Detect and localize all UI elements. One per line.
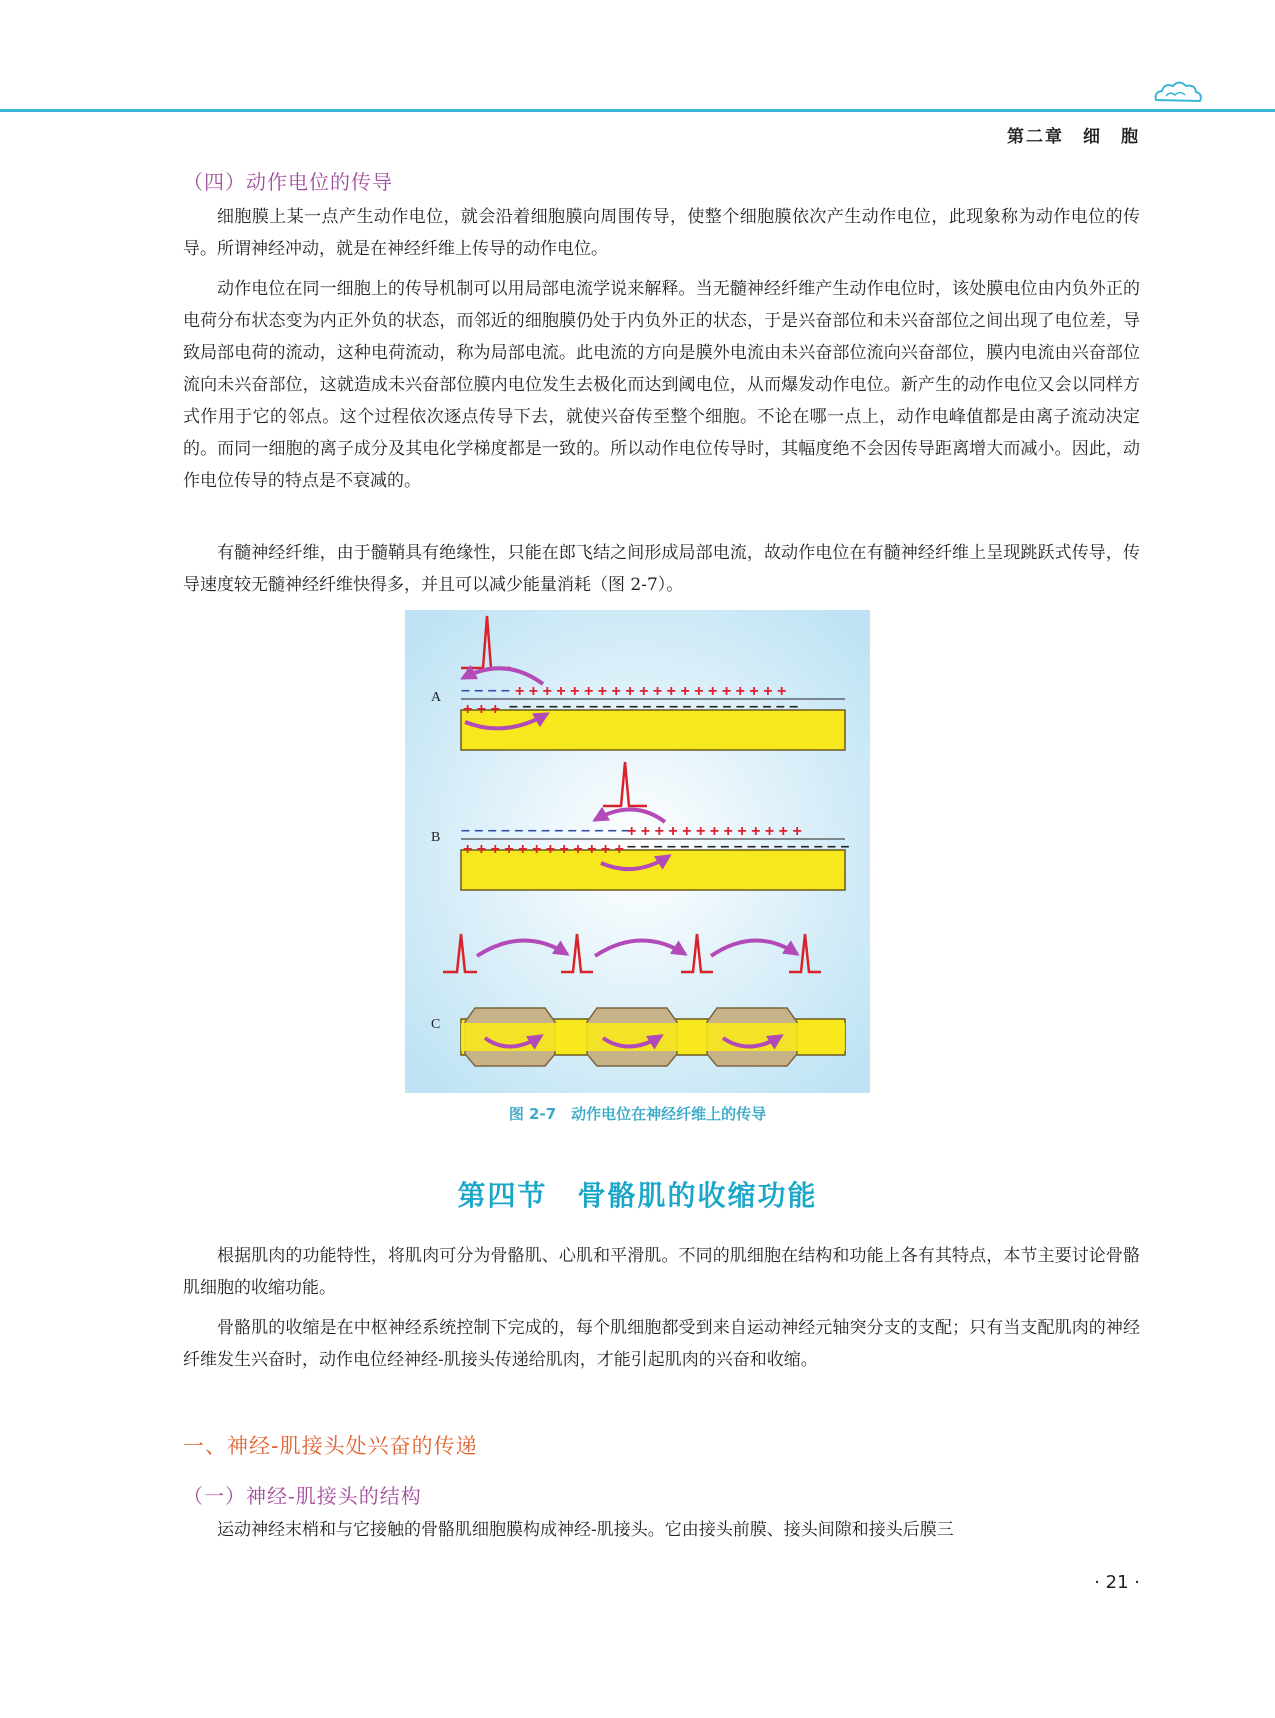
- section-title: 第四节 骨骼肌的收缩功能: [457, 1179, 818, 1212]
- negative-charges: – – – – – – – – – – – – – – – – – – – – – –: [509, 698, 799, 715]
- header-rule: [0, 109, 1275, 112]
- paragraph: 运动神经末梢和与它接触的骨骼肌细胞膜构成神经-肌接头。它由接头前膜、接头间隙和接头后膜三: [217, 1520, 954, 1540]
- positive-charges: + + + + + + + + + + + +: [463, 841, 625, 858]
- negative-charges: – – – – – – – – – – – – –: [461, 822, 631, 839]
- panel-label-c: C: [431, 1017, 441, 1032]
- positive-charges: + + + + + + + + + + + + + + + + + + + +: [515, 683, 787, 700]
- figure-action-potential-conduction: [405, 610, 870, 1093]
- cloud-ornament-icon: [1152, 78, 1204, 108]
- paragraph: 有髓神经纤维，由于髓鞘具有绝缘性，只能在郎飞结之间形成局部电流，故动作电位在有髓神经纤维上呈现跳跃式传导，传导速度较无髓神经纤维快得多，并且可以减少能量消耗（图 2-7）。: [183, 543, 1140, 595]
- positive-charges: + + + + + + + + + + + + +: [627, 823, 802, 840]
- paragraph: 动作电位在同一细胞上的传导机制可以用局部电流学说来解释。当无髓神经纤维产生动作电位时，该处膜电位由内负外正的电荷分布状态变为内正外负的状态，而邻近的细胞膜仍处于内负外正的状态，于是兴奋部位和未兴奋部位之间出现了电位差，导致局部电荷的流动，这种电荷流动，称为局部电流。此电流的方向是膜外电流由未兴奋部位流向兴奋部位，膜内电流由兴奋部位流向未兴奋部位，这就造成未兴奋部位膜内电位发生去极化而达到阈电位，从而爆发动作电位。新产生的动作电位又会以同样方式作用于它的邻点。这个过程依次逐点传导下去，就使兴奋传至整个细胞。不论在哪一点上，动作电峰值都是由离子流动决定的。而同一细胞的离子成分及其电化学梯度都是一致的。所以动作电位传导时，其幅度绝不会因传导距离增大而减小。因此，动作电位传导的特点是不衰减的。: [183, 279, 1140, 491]
- running-head: 第二章 细 胞: [1007, 127, 1140, 147]
- paragraph: 根据肌肉的功能特性，将肌肉可分为骨骼肌、心肌和平滑肌。不同的肌细胞在结构和功能上各有其特点，本节主要讨论骨骼肌细胞的收缩功能。: [183, 1246, 1140, 1298]
- panel-label-a: A: [431, 690, 442, 705]
- paragraph: 骨骼肌的收缩是在中枢神经系统控制下完成的，每个肌细胞都受到来自运动神经元轴突分支的支配；只有当支配肌肉的神经纤维发生兴奋时，动作电位经神经-肌接头传递给肌肉，才能引起肌肉的兴奋和收缩。: [183, 1318, 1140, 1370]
- panel-label-b: B: [431, 830, 441, 845]
- subheading-action-potential-conduction: （四）动作电位的传导: [183, 170, 393, 194]
- negative-charges: – – – –: [461, 682, 510, 699]
- figure-caption: 图 2-7 动作电位在神经纤维上的传导: [508, 1105, 767, 1123]
- positive-charges: + + +: [463, 701, 500, 718]
- negative-charges: – – – – – – – – – – – – – – – – –: [627, 838, 850, 855]
- paragraph: 细胞膜上某一点产生动作电位，就会沿着细胞膜向周围传导，使整个细胞膜依次产生动作电位，此现象称为动作电位的传导。所谓神经冲动，就是在神经纤维上传导的动作电位。: [183, 207, 1140, 259]
- page-number: · 21 ·: [1094, 1572, 1140, 1593]
- axon-a: [461, 710, 845, 750]
- subheading-neuromuscular-structure: （一）神经-肌接头的结构: [183, 1484, 422, 1508]
- heading-neuromuscular-transmission: 一、神经-肌接头处兴奋的传递: [183, 1434, 478, 1458]
